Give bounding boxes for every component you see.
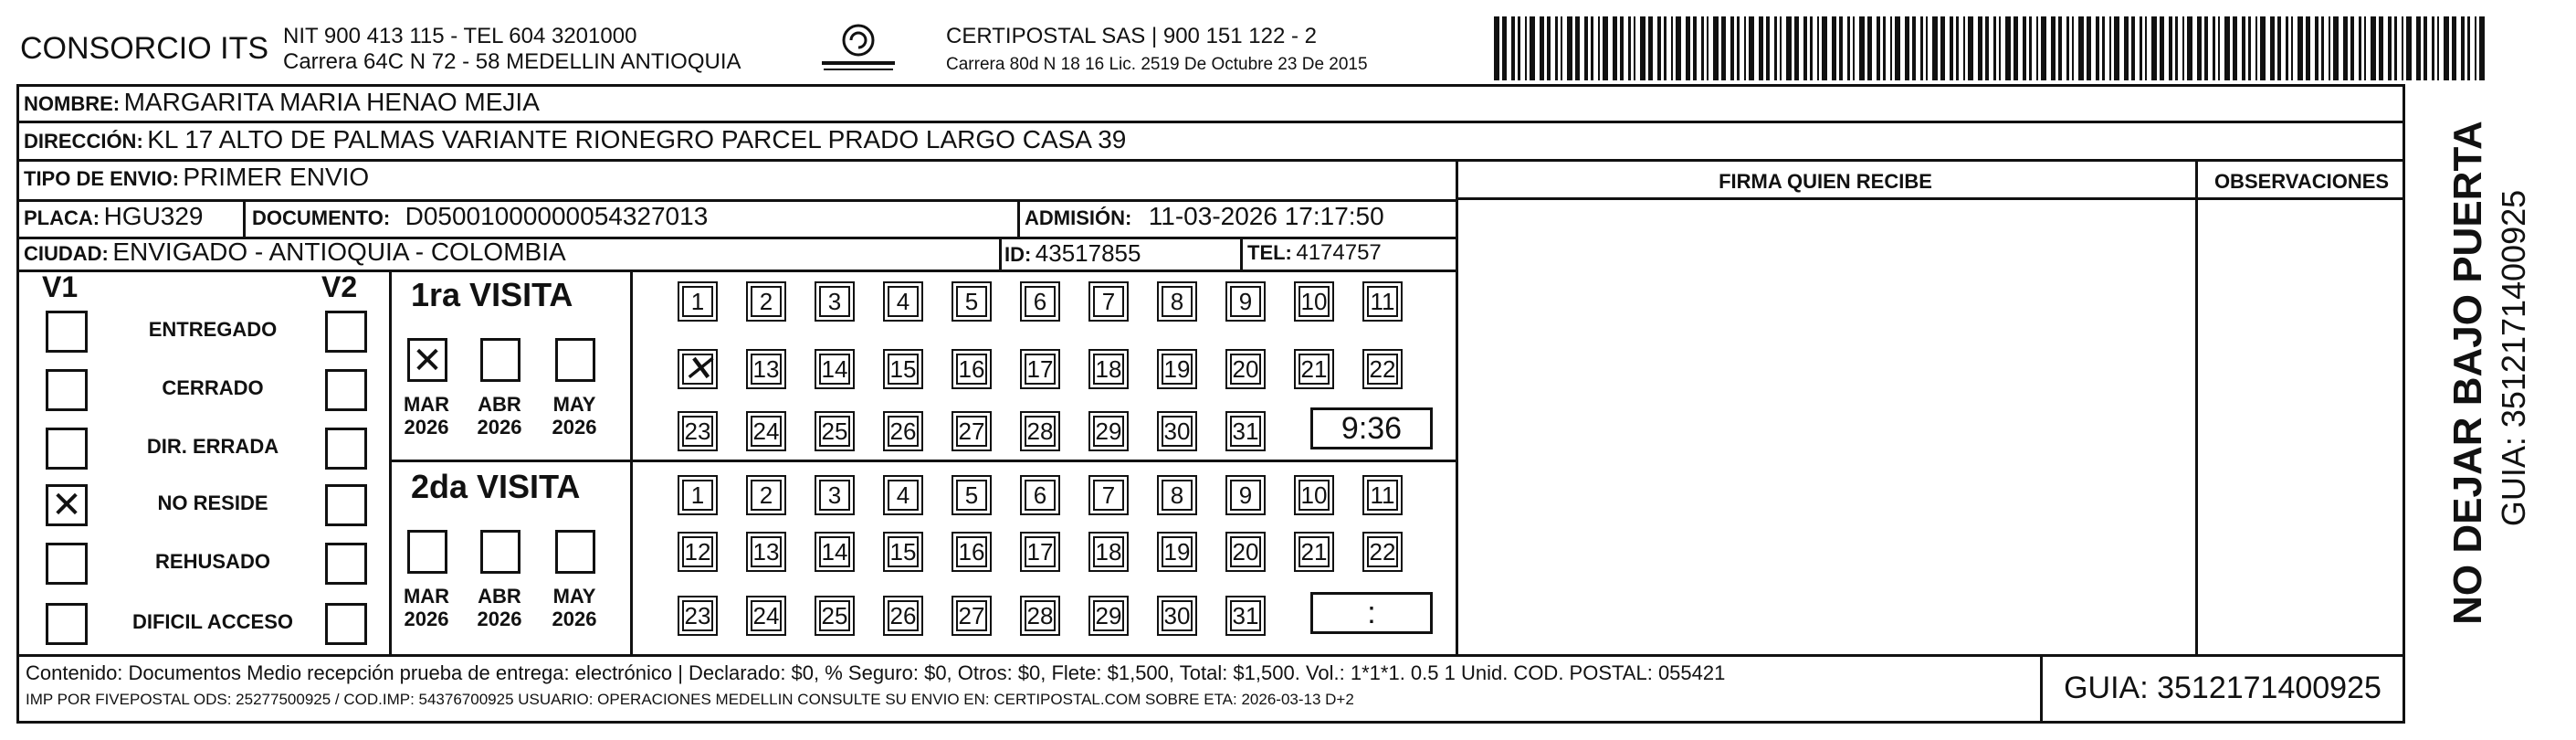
barcode-bar [2444,16,2449,80]
barcode-bar [2005,16,2011,80]
barcode-bar [1956,16,1959,80]
v1-checkbox[interactable] [46,428,88,470]
placa-value: HGU329 [103,202,204,230]
barcode-bar [1968,16,1973,80]
tipo-label: TIPO DE ENVIO: [24,167,179,190]
month-checkbox[interactable] [480,530,520,574]
day-box[interactable]: 10 [1294,475,1334,515]
barcode-bar [2242,16,2245,80]
status-label: REHUSADO [155,550,270,573]
barcode-bar [2175,16,2178,80]
barcode-bar [2321,16,2324,80]
barcode-bar [2277,16,2281,80]
day-box[interactable]: 2 [746,475,786,515]
check-x-mark: ✕ [412,341,443,381]
barcode-bar [1780,16,1782,80]
barcode-bar [1993,16,1996,80]
barcode-bar [1575,16,1580,80]
day-box[interactable]: 29 [1088,411,1129,451]
day-box[interactable]: 26 [883,411,923,451]
tipo-value: PRIMER ENVIO [183,163,370,191]
day-box[interactable]: 18 [1088,532,1129,572]
day-box[interactable]: 30 [1157,411,1197,451]
documento-row [252,202,708,231]
day-box[interactable]: 1 [678,281,718,322]
tel-value: 4174757 [1296,240,1382,265]
check-x-mark: ✕ [51,485,82,525]
v1-label: V1 [42,270,79,303]
v1-checkbox[interactable] [46,543,88,585]
barcode-bar [1912,16,1916,80]
barcode-bar [1985,16,1989,80]
barcode-bar [2023,16,2026,80]
month-label: ABR [478,393,521,416]
barcode-bar [1877,16,1880,80]
v2-checkbox[interactable] [325,603,367,645]
firma-label: FIRMA QUIEN RECIBE [1719,170,1932,193]
day-box[interactable]: 2 [746,281,786,322]
barcode-bar [1561,16,1562,80]
barcode-bar [2109,16,2111,80]
barcode-bar [1744,16,1746,80]
barcode-bar [2114,16,2119,80]
barcode-bar [2364,16,2366,80]
day-box[interactable]: 16 [952,532,992,572]
day-box[interactable]: 22 [1362,532,1403,572]
barcode-bar [2306,16,2310,80]
v2-label: V2 [321,270,358,303]
month-label: MAY [552,393,596,416]
barcode-bar [1832,16,1836,80]
day-box[interactable]: 13 [746,349,786,389]
admision-value: 11-03-2026 17:17:50 [1148,202,1384,230]
barcode-bar [2406,16,2412,80]
barcode-bar [2388,16,2392,80]
day-box[interactable]: 4 [883,281,923,322]
barcode-bar [2255,16,2257,80]
day-box[interactable]: 30 [1157,596,1197,636]
month-label: ABR [478,585,521,608]
barcode-bar [1749,16,1754,80]
day-box[interactable]: 18 [1088,349,1129,389]
barcode-bar [1774,16,1777,80]
barcode-bar [2297,16,2303,80]
barcode-bar [2072,16,2074,80]
barcode-bar [1817,16,1819,80]
barcode-bar [1920,16,1923,80]
day-box[interactable]: 25 [815,596,855,636]
barcode-bar [2424,16,2427,80]
first-visit-title: 1ra VISITA [411,276,573,313]
time-box[interactable]: : [1310,592,1433,634]
day-box[interactable]: 27 [952,596,992,636]
barcode-bar [1530,16,1535,80]
barcode-bar [2467,16,2470,80]
day-box[interactable]: 25 [815,411,855,451]
nombre-row [24,88,540,117]
v1-checkbox[interactable] [46,311,88,353]
barcode-bar [1713,16,1719,80]
nombre-label: NOMBRE: [24,92,121,115]
v2-checkbox[interactable] [325,543,367,585]
barcode-bar [1525,16,1527,80]
v2-checkbox[interactable] [325,369,367,411]
barcode-bar [1932,16,1938,80]
footer-guia: GUIA: 3512171400925 [2064,671,2381,705]
day-box[interactable]: 9 [1225,281,1266,322]
day-box[interactable]: 29 [1088,596,1129,636]
id-label: ID: [1004,243,1032,266]
day-box[interactable]: 15 [883,349,923,389]
barcode-bar [2140,16,2142,80]
direccion-label: DIRECCIÓN: [24,130,143,153]
barcode-bar [2315,16,2318,80]
barcode-bar [2187,16,2192,80]
signature-area[interactable] [1461,203,2192,650]
day-box[interactable]: 11 [1362,281,1403,322]
status-label: CERRADO [162,376,264,399]
barcode-bar [2204,16,2208,80]
tel-row [1247,240,1382,266]
barcode-bar [2329,16,2330,80]
documento-label: DOCUMENTO: [252,206,391,229]
time-box[interactable]: 9:36 [1310,407,1433,449]
day-box[interactable]: 23 [678,411,718,451]
direccion-row [24,125,1126,154]
barcode-bar [1766,16,1770,80]
barcode-bar [2343,16,2348,80]
admision-label: ADMISIÓN: [1025,206,1132,229]
barcode-bar [2051,16,2056,80]
barcode-bar [1540,16,1544,80]
barcode-bar [1640,16,1645,80]
barcode-bar [1620,16,1624,80]
status-label: DIR. ERRADA [146,435,279,458]
day-box[interactable]: 21 [1294,532,1334,572]
day-box[interactable]: 31 [1225,596,1266,636]
month-checkbox[interactable] [480,338,520,382]
barcode-bar [2291,16,2293,80]
barcode-bar [2452,16,2456,80]
barcode-bar [1803,16,1807,80]
barcode-bar [1839,16,1843,80]
day-box[interactable]: 8 [1157,475,1197,515]
barcode-bar [2461,16,2465,80]
barcode-bar [1794,16,1799,80]
month-year: 2026 [552,416,597,439]
barcode-bar [2416,16,2421,80]
barcode-bar [1502,16,1507,80]
courier-address: Carrera 80d N 18 16 Lic. 2519 De Octubre 23 De 2015 [946,55,1368,74]
day-box[interactable] [678,349,718,389]
barcode-bar [2286,16,2288,80]
barcode-bar [2224,16,2230,80]
barcode-bar [2248,16,2251,80]
day-box[interactable]: 11 [1362,475,1403,515]
barcode-bar [1759,16,1763,80]
month-label: MAR [403,393,450,416]
barcode-bar [2078,16,2084,80]
v2-checkbox[interactable] [325,428,367,470]
barcode-bar [1634,16,1635,80]
barcode-bar [1664,16,1667,80]
barcode-bar [2013,16,2018,80]
barcode-bar [2432,16,2434,80]
barcode-bar [2182,16,2184,80]
barcode-bar [2233,16,2237,80]
barcode-bar [1591,16,1593,80]
day-box[interactable]: 3 [815,281,855,322]
barcode-bar [1978,16,1982,80]
day-box[interactable]: 20 [1225,532,1266,572]
barcode-bar [1494,16,1499,80]
day-box[interactable]: 19 [1157,349,1197,389]
barcode-bar [2151,16,2157,80]
status-label: ENTREGADO [148,318,278,341]
barcode-bar [1613,16,1617,80]
barcode-bar [2379,16,2383,80]
barcode-bar [1721,16,1726,80]
barcode-bar [2394,16,2397,80]
barcode-bar [1963,16,1965,80]
day-box[interactable]: 24 [746,596,786,636]
barcode-bar [2359,16,2361,80]
day-box[interactable]: 21 [1294,349,1334,389]
direccion-value: KL 17 ALTO DE PALMAS VARIANTE RIONEGRO PARCEL PRADO LARGO CASA 39 [147,125,1127,153]
v1-checkbox[interactable] [46,603,88,645]
barcode-bar [1730,16,1734,80]
barcode-bar [1707,16,1709,80]
day-box[interactable]: 31 [1225,411,1266,451]
barcode-bar [1567,16,1572,80]
certipostal-logo [813,20,904,75]
barcode-bar [1676,16,1681,80]
documento-value: D05001000000054327013 [405,202,709,230]
barcode-bar [1940,16,1945,80]
barcode-bar [2087,16,2091,80]
observaciones-area[interactable] [2201,203,2402,650]
barcode-bar [1859,16,1865,80]
v2-checkbox[interactable] [325,311,367,353]
side-warning: NO DEJAR BAJO PUERTA [2445,121,2490,625]
barcode-bar [1701,16,1704,80]
month-year: 2026 [404,416,449,439]
day-box[interactable]: 7 [1088,475,1129,515]
day-box[interactable]: 22 [1362,349,1403,389]
v1-checkbox[interactable] [46,369,88,411]
barcode-bar [1686,16,1690,80]
day-box[interactable]: 15 [883,532,923,572]
day-box[interactable]: 7 [1088,281,1129,322]
barcode-bar [1905,16,1909,80]
month-label: MAR [403,585,450,608]
day-box[interactable]: 1 [678,475,718,515]
barcode-bar [1598,16,1600,80]
barcode-bar [1671,16,1673,80]
day-box[interactable]: 8 [1157,281,1197,322]
barcode-bar [2029,16,2032,80]
tipo-row [24,163,369,192]
imp-line: IMP POR FIVEPOSTAL ODS: 25277500925 / COD.IMP: 54376700925 USUARIO: OPERACIONES MEDELLIN CONSULTE SU ENVIO EN: CERTIPOSTAL.COM SOBRE ETA: 2026-03-13 D+2 [26,691,1354,708]
day-box[interactable]: 9 [1225,475,1266,515]
check-x-mark: ✕ [682,349,713,389]
barcode-bar [1810,16,1813,80]
observaciones-label: OBSERVACIONES [2213,170,2390,193]
status-label: NO RESIDE [157,492,268,514]
month-checkbox[interactable] [555,338,595,382]
day-box[interactable]: 6 [1020,281,1060,322]
day-box[interactable]: 17 [1020,349,1060,389]
barcode-bar [2066,16,2069,80]
day-box[interactable]: 6 [1020,475,1060,515]
barcode-bar [2350,16,2354,80]
barcode-bar [2270,16,2275,80]
side-guia: GUIA: 3512171400925 [2495,189,2532,527]
month-year: 2026 [552,608,597,630]
barcode-bar [1847,16,1850,80]
barcode-bar [2260,16,2266,80]
month-label: MAY [552,585,596,608]
barcode-bar [1926,16,1928,80]
courier-name: CERTIPOSTAL SAS | 900 151 122 - 2 [946,24,1317,48]
ciudad-value: ENVIGADO - ANTIOQUIA - COLOMBIA [112,238,566,266]
barcode-bar [2437,16,2439,80]
day-box[interactable]: 13 [746,532,786,572]
day-box[interactable]: 3 [815,475,855,515]
day-box[interactable]: 28 [1020,596,1060,636]
ciudad-row [24,238,566,267]
day-box[interactable]: 19 [1157,532,1197,572]
day-box[interactable]: 27 [952,411,992,451]
barcode-bar [1890,16,1892,80]
v2-checkbox[interactable] [325,484,367,526]
ciudad-label: CIUDAD: [24,242,109,265]
side-panel [2416,84,2571,724]
barcode-bar [2036,16,2038,80]
day-box[interactable]: 5 [952,475,992,515]
barcode-bar [2402,16,2403,80]
barcode-bar [2169,16,2172,80]
second-visit-title: 2da VISITA [411,468,581,505]
day-box[interactable]: 14 [815,349,855,389]
day-box[interactable]: 5 [952,281,992,322]
barcode-bar [1822,16,1827,80]
day-box[interactable]: 14 [815,532,855,572]
barcode-bar [2041,16,2046,80]
barcode-bar [1999,16,2001,80]
barcode-bar [1853,16,1855,80]
barcode-bar [2145,16,2147,80]
barcode-bar [1547,16,1551,80]
barcode-bar [2102,16,2105,80]
content-line: Contenido: Documentos Medio recepción prueba de entrega: electrónico | Declarado: $0, % Seguro: $0, Otros: $0, Flete: $1,500, Total: $1,500. Vol.: 1*1*1. 0.5 1 Unid. COD. POSTAL: 055421 [26,661,1726,684]
barcode-bar [1786,16,1792,80]
barcode-bar [1584,16,1588,80]
barcode-bar [2213,16,2215,80]
month-checkbox[interactable] [407,530,447,574]
barcode-bar [1603,16,1608,80]
barcode-bar [1737,16,1740,80]
barcode-bar [2160,16,2164,80]
barcode-bar [2475,16,2476,80]
barcode-bar [1693,16,1697,80]
barcode-bar [2479,16,2485,80]
barcode-bar [2131,16,2135,80]
company-name: CONSORCIO ITS [20,31,269,66]
barcode-bar [1867,16,1872,80]
month-checkbox[interactable] [555,530,595,574]
barcode-bar [1518,16,1520,80]
v1-checkbox[interactable] [46,484,88,526]
company-address: Carrera 64C N 72 - 58 MEDELLIN ANTIOQUIA [283,49,741,74]
barcode-bar [1657,16,1661,80]
day-box[interactable]: 16 [952,349,992,389]
barcode-bar [1883,16,1886,80]
day-box[interactable]: 17 [1020,532,1060,572]
day-box[interactable]: 10 [1294,281,1334,322]
barcode-bar [2096,16,2099,80]
barcode-bar [2058,16,2062,80]
day-box[interactable]: 4 [883,475,923,515]
barcode [1494,16,2489,80]
day-box[interactable]: 24 [746,411,786,451]
barcode-bar [2197,16,2202,80]
day-box[interactable]: 23 [678,596,718,636]
tel-label: TEL: [1247,241,1292,264]
barcode-bar [1950,16,1953,80]
company-nit: NIT 900 413 115 - TEL 604 3201000 [283,24,637,48]
month-year: 2026 [404,608,449,630]
month-checkbox[interactable] [407,338,447,382]
placa-label: PLACA: [24,206,100,229]
id-value: 43517855 [1035,239,1141,267]
barcode-bar [1511,16,1515,80]
id-row [1004,239,1141,268]
admision-row [1025,202,1384,231]
day-box[interactable]: 26 [883,596,923,636]
day-box[interactable]: 12 [678,532,718,572]
status-label: DIFICIL ACCESO [131,610,293,633]
barcode-bar [1628,16,1631,80]
day-box[interactable]: 28 [1020,411,1060,451]
month-year: 2026 [477,608,522,630]
barcode-bar [1555,16,1558,80]
barcode-bar [2371,16,2376,80]
barcode-bar [1895,16,1900,80]
day-box[interactable]: 20 [1225,349,1266,389]
barcode-bar [2218,16,2220,80]
barcode-bar [2124,16,2129,80]
placa-row [24,202,204,231]
nombre-value: MARGARITA MARIA HENAO MEJIA [123,88,540,116]
month-year: 2026 [477,416,522,439]
barcode-bar [1648,16,1653,80]
barcode-bar [2333,16,2339,80]
